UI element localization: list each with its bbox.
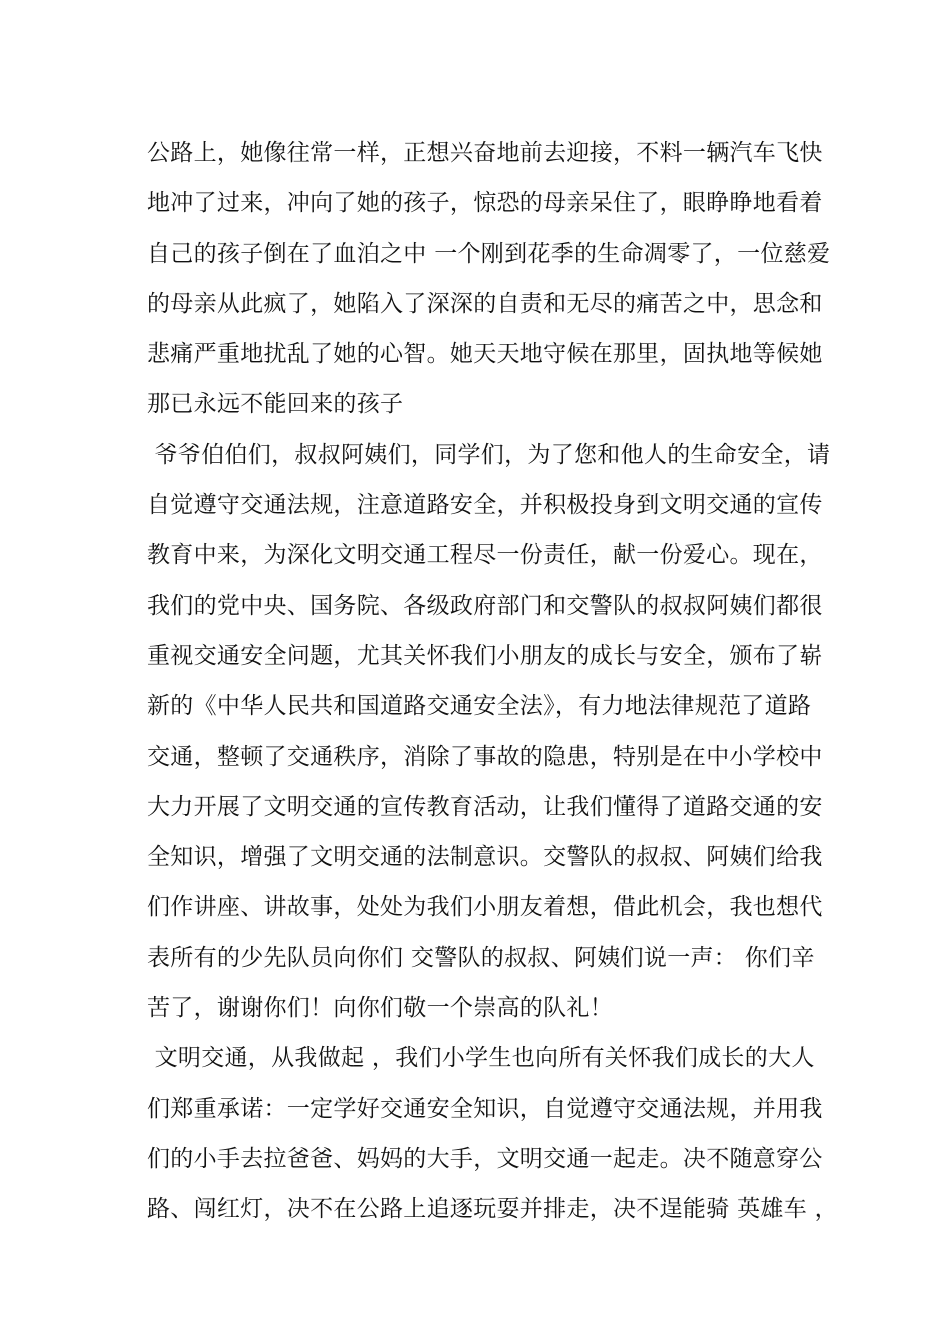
text-line: 们的小手去拉爸爸、妈妈的大手，文明交通一起走。决不随意穿公 <box>147 1145 823 1172</box>
text-line: 公路上，她像往常一样，正想兴奋地前去迎接，不料一辆汽车飞快 <box>147 140 823 166</box>
text-line: 的母亲从此疯了，她陷入了深深的自责和无尽的痛苦之中，思念和 <box>147 290 823 317</box>
text-line: 地冲了过来，冲向了她的孩子，惊恐的母亲呆住了，眼睁睁地看着 <box>147 190 823 217</box>
text-line: 们郑重承诺：一定学好交通安全知识，自觉遵守交通法规，并用我 <box>147 1095 823 1122</box>
text-line: 教育中来，为深化文明交通工程尽一份责任，献一份爱心。现在， <box>147 542 823 569</box>
text-line: 我们的党中央、国务院、各级政府部门和交警队的叔叔阿姨们都很 <box>147 592 823 619</box>
text-line: 大力开展了文明交通的宣传教育活动，让我们懂得了道路交通的安 <box>147 793 823 820</box>
text-line: 交通，整顿了交通秩序，消除了事故的隐患，特别是在中小学校中 <box>147 743 823 770</box>
text-line: 那已永远不能回来的孩子 <box>147 391 404 418</box>
text-line: 重视交通安全问题，尤其关怀我们小朋友的成长与安全，颁布了崭 <box>147 642 823 669</box>
text-line: 自觉遵守交通法规，注意道路安全，并积极投身到文明交通的宣传 <box>147 492 823 519</box>
text-line: 新的《中华人民共和国道路交通安全法》，有力地法律规范了道路 <box>147 693 812 720</box>
text-line: 路、闯红灯，决不在公路上追逐玩耍并排走，决不逞能骑 英雄车 ， <box>147 1196 838 1223</box>
text-line: 苦了，谢谢你们！向你们敬一个崇高的队礼！ <box>147 995 613 1022</box>
text-line: 悲痛严重地扰乱了她的心智。她天天地守候在那里，固执地等候她 <box>147 341 823 368</box>
body-text <box>147 128 847 1235</box>
text-line: 全知识，增强了文明交通的法制意识。交警队的叔叔、阿姨们给我 <box>147 844 823 871</box>
text-line: 表所有的少先队员向你们 交警队的叔叔、阿姨们说一声： 你们辛 <box>147 944 815 971</box>
text-line: 文明交通，从我做起 ，我们小学生也向所有关怀我们成长的大人 <box>147 1045 815 1072</box>
text-line: 们作讲座、讲故事，处处为我们小朋友着想，借此机会，我也想代 <box>147 894 823 921</box>
text-line: 自己的孩子倒在了血泊之中 一个刚到花季的生命凋零了，一位慈爱 <box>147 240 831 267</box>
text-line: 爷爷伯伯们，叔叔阿姨们，同学们，为了您和他人的生命安全，请 <box>147 441 831 468</box>
